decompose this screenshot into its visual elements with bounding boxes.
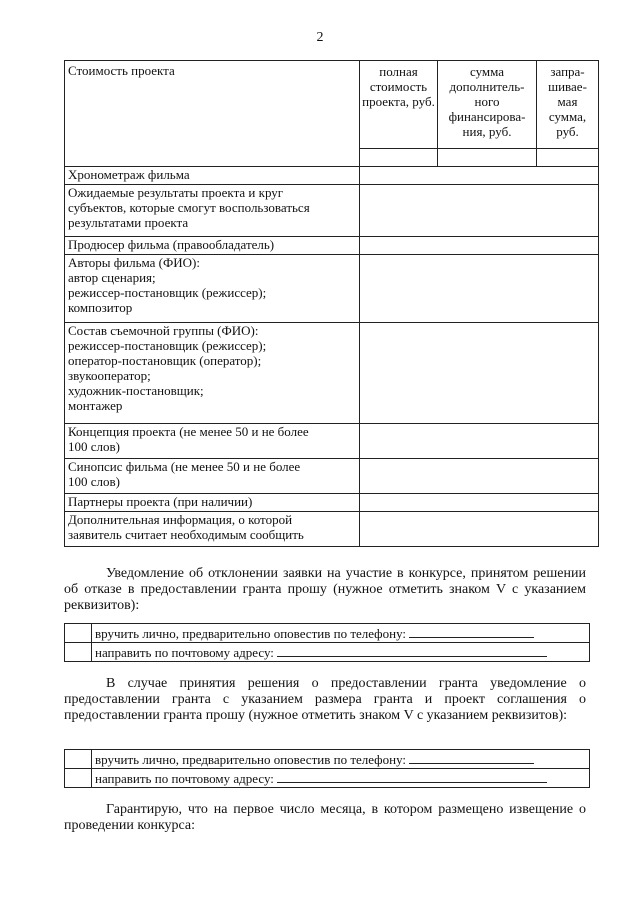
rejection-address-line[interactable] xyxy=(277,645,547,657)
additional-funding-input[interactable] xyxy=(438,149,537,167)
row-label-synopsis: Синопсис фильма (не менее 50 и не более 100 слов) xyxy=(65,459,360,494)
project-cost-table xyxy=(64,60,599,547)
row-value-authors[interactable] xyxy=(360,255,599,323)
grant-mail-checkbox[interactable] xyxy=(65,769,92,788)
row-value-partners[interactable] xyxy=(360,494,599,512)
grant-phone-line[interactable] xyxy=(409,752,534,764)
rejection-in-person-label: вручить лично, предварительно оповестив по телефону: xyxy=(95,625,407,641)
requested-amount-input[interactable] xyxy=(537,149,599,167)
rejection-mail-label: направить по почтовому адресу: xyxy=(95,644,274,660)
grant-notice-paragraph: В случае принятия решения о предоставлении гранта уведомление о предоставлении гранта с указанием размера гранта и проект соглашения о предоставлении гранта прошу (нужное отметить знаком V с указанием реквизитов): xyxy=(64,676,586,723)
row-value-synopsis[interactable] xyxy=(360,459,599,494)
grant-address-line[interactable] xyxy=(277,771,547,783)
rejection-in-person-option xyxy=(92,624,590,643)
grant-mail-label: направить по почтовому адресу: xyxy=(95,770,274,786)
rejection-delivery-options xyxy=(64,623,590,662)
grant-in-person-option xyxy=(92,750,590,769)
row-label-expected-results: Ожидаемые результаты проекта и круг субъектов, которые смогут воспользоваться результатами проекта xyxy=(65,185,360,237)
row-value-expected-results[interactable] xyxy=(360,185,599,237)
row-label-duration: Хронометраж фильма xyxy=(65,167,360,185)
grant-mail-option xyxy=(92,769,590,788)
row-value-concept[interactable] xyxy=(360,424,599,459)
page-number: 2 xyxy=(316,30,324,45)
full-cost-column: полная стоимость проекта, руб. xyxy=(360,61,438,149)
row-label-concept: Концепция проекта (не менее 50 и не более 100 слов) xyxy=(65,424,360,459)
cost-header: Стоимость проекта xyxy=(65,61,360,167)
row-value-film-crew[interactable] xyxy=(360,323,599,424)
grant-delivery-options xyxy=(64,749,590,788)
row-value-producer[interactable] xyxy=(360,237,599,255)
row-label-additional-info: Дополнительная информация, о которой заявитель считает необходимым сообщить xyxy=(65,512,360,547)
guarantee-paragraph: Гарантирую, что на первое число месяца, в котором размещено извещение о проведении конкурса: xyxy=(64,802,586,833)
row-value-duration[interactable] xyxy=(360,167,599,185)
full-cost-input[interactable] xyxy=(360,149,438,167)
rejection-notice-paragraph: Уведомление об отклонении заявки на участие в конкурсе, принятом решении об отказе в предоставлении гранта прошу (нужное отметить знаком V с указанием реквизитов): xyxy=(64,566,586,613)
rejection-phone-line[interactable] xyxy=(409,626,534,638)
row-label-film-crew: Состав съемочной группы (ФИО): режиссер-постановщик (режиссер); оператор-постановщик (оператор); звукооператор; художник-постановщик; монтажер xyxy=(65,323,360,424)
row-label-authors: Авторы фильма (ФИО): автор сценария; режиссер-постановщик (режиссер); композитор xyxy=(65,255,360,323)
grant-in-person-checkbox[interactable] xyxy=(65,750,92,769)
rejection-mail-option xyxy=(92,643,590,662)
row-value-additional-info[interactable] xyxy=(360,512,599,547)
rejection-in-person-checkbox[interactable] xyxy=(65,624,92,643)
row-label-producer: Продюсер фильма (правообладатель) xyxy=(65,237,360,255)
row-label-partners: Партнеры проекта (при наличии) xyxy=(65,494,360,512)
additional-funding-column: сумма дополнитель-ного финансирова-ния, руб. xyxy=(438,61,537,149)
grant-in-person-label: вручить лично, предварительно оповестив по телефону: xyxy=(95,751,407,767)
requested-amount-column: запра-шивае-мая сумма, руб. xyxy=(537,61,599,149)
rejection-mail-checkbox[interactable] xyxy=(65,643,92,662)
